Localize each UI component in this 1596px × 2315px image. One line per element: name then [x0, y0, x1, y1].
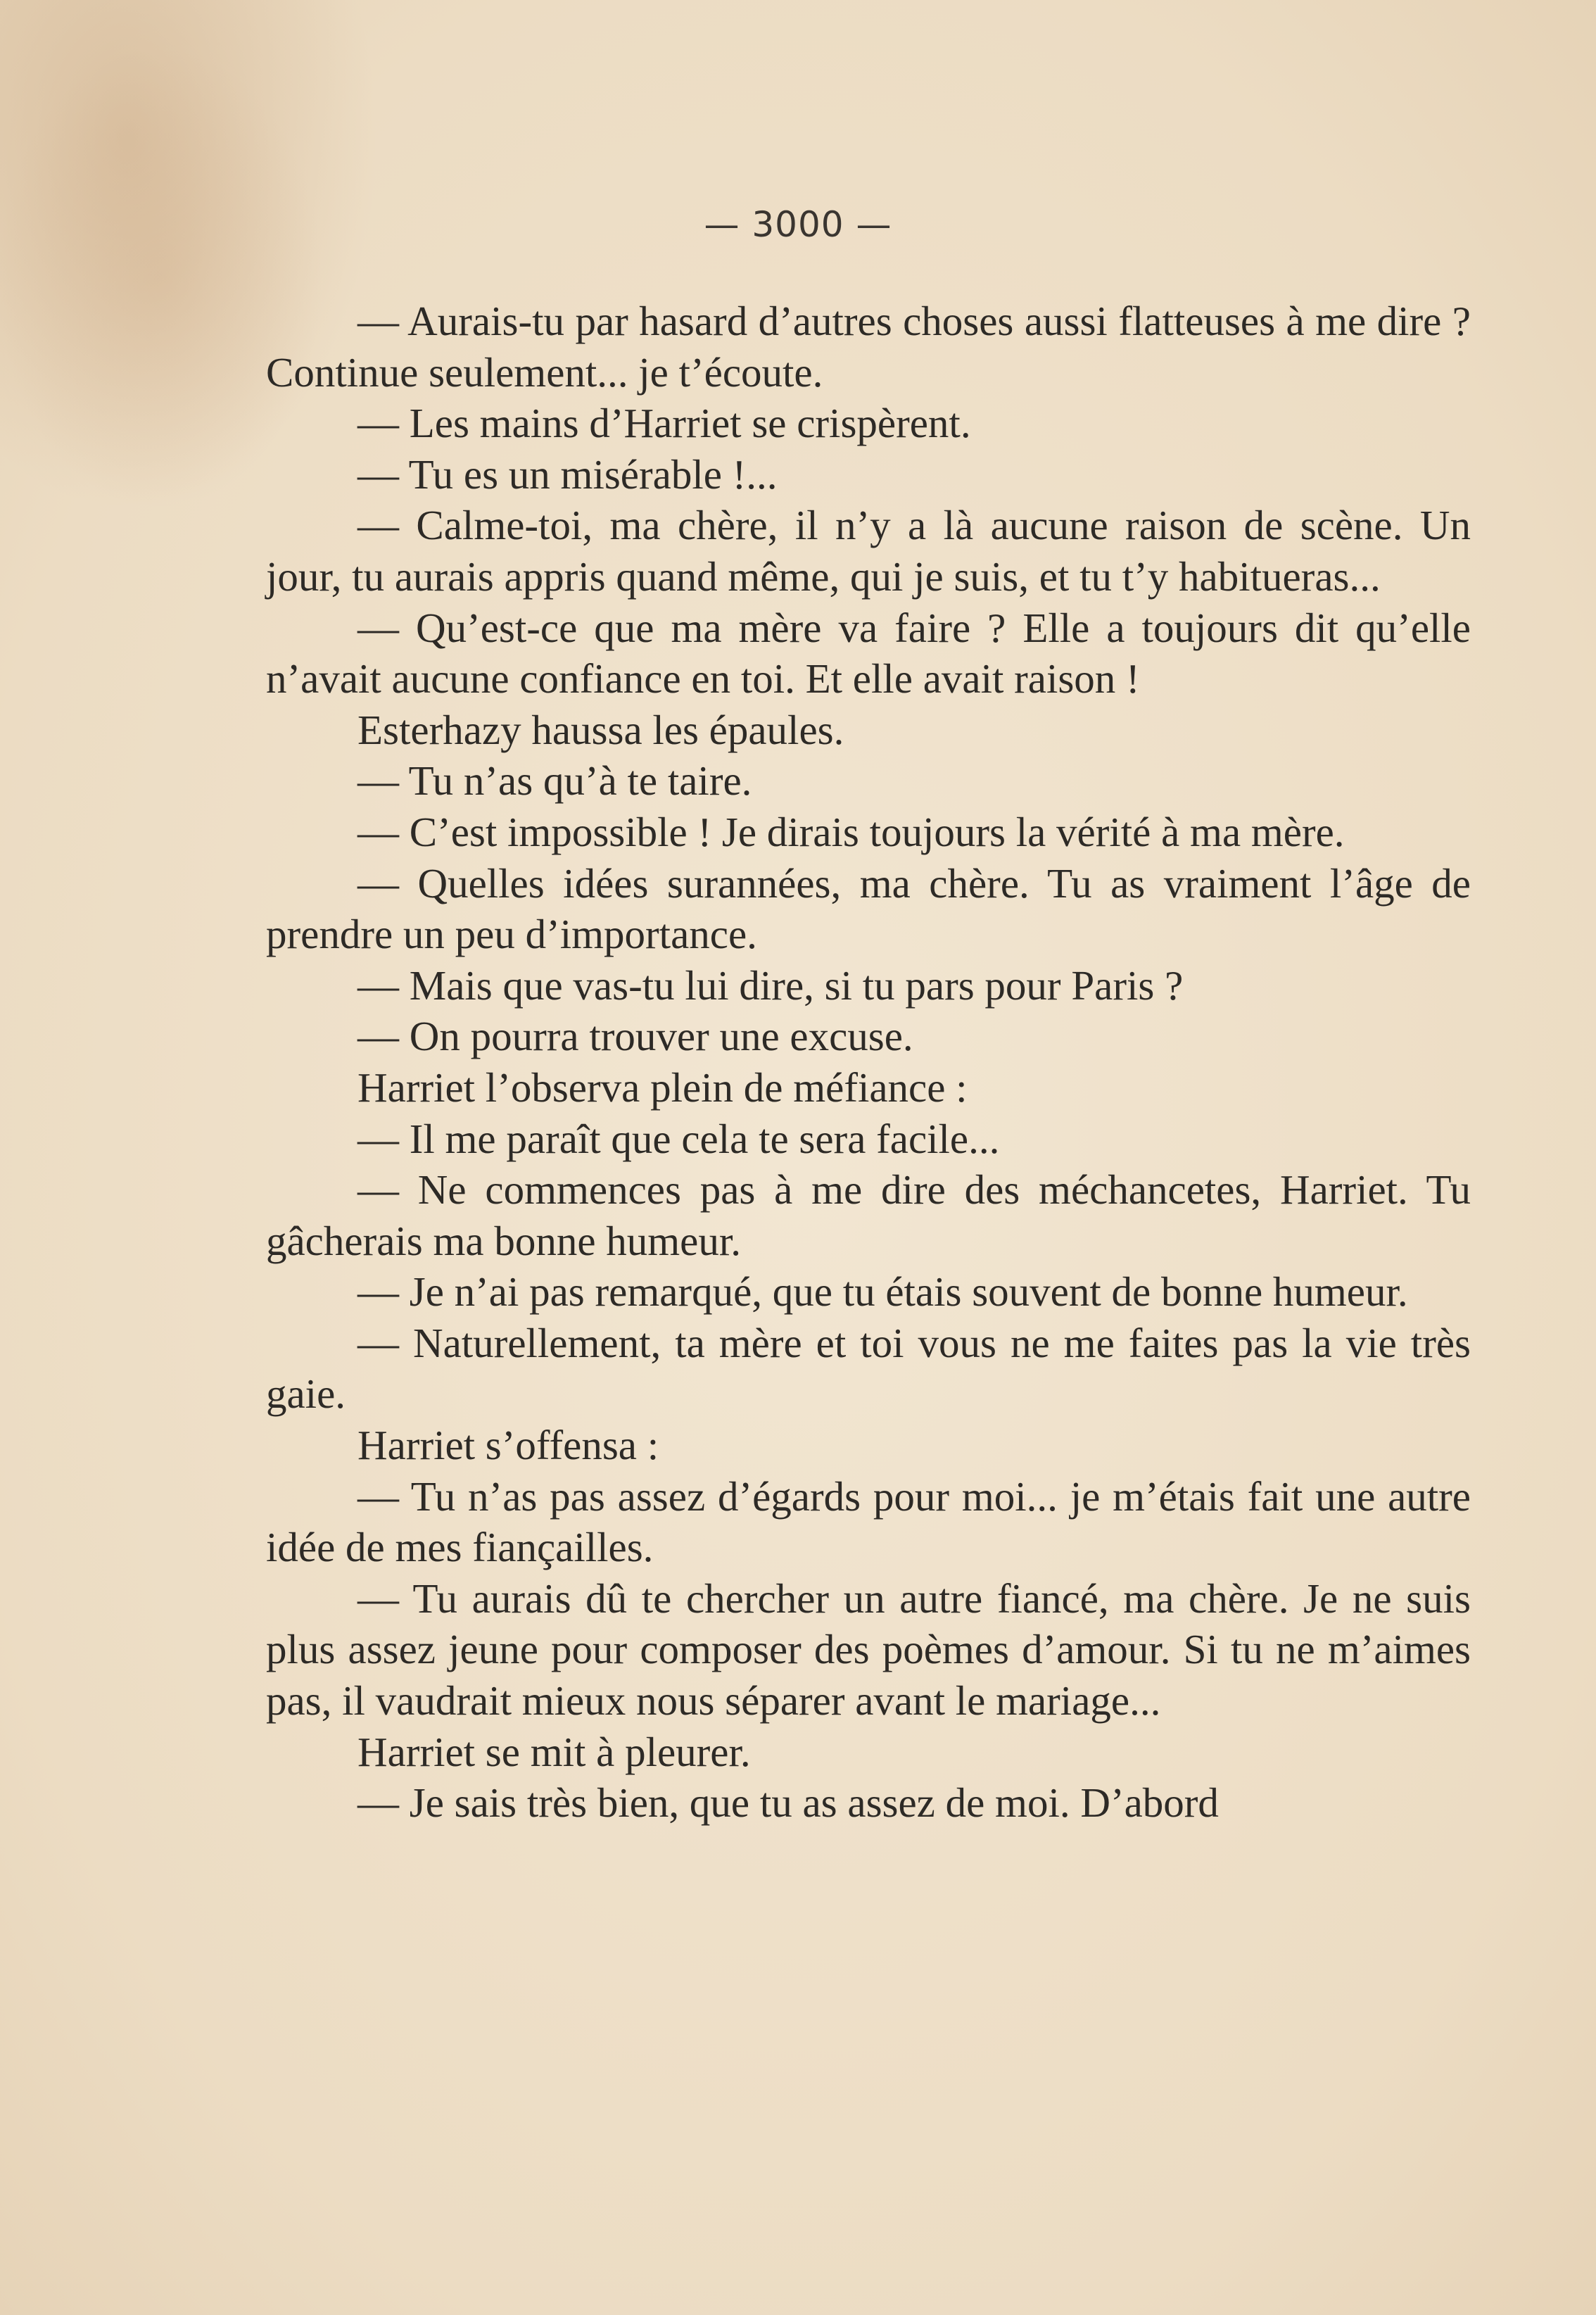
paragraph: Harriet s’offensa :: [357, 1422, 659, 1469]
paragraph: — Naturellement, ta mère et toi vous ne me faites pas la vie très gaie.: [266, 1319, 1471, 1418]
paragraph: — Aurais-tu par hasard d’autres choses aussi flatteuses à me dire ? Continue seulement... je t’écoute.: [266, 298, 1471, 396]
paragraph: — Les mains d’Harriet se crispèrent.: [357, 400, 971, 447]
paragraph: — Tu aurais dû te chercher un autre fiancé, ma chère. Je ne suis plus assez jeune pour composer des poèmes d’amour. Si tu ne m’aimes pas, il vaudrait mieux nous séparer avant le mariage...: [266, 1575, 1471, 1724]
body-text: [266, 296, 1471, 1829]
paragraph: — Tu es un misérable !...: [357, 450, 778, 498]
paragraph: — Ne commences pas à me dire des méchancetes, Harriet. Tu gâcherais ma bonne humeur.: [266, 1166, 1471, 1264]
page-number: — 3000 —: [704, 204, 892, 245]
paragraph: — On pourra trouver une excuse.: [357, 1013, 913, 1060]
paragraph: — Quelles idées surannées, ma chère. Tu as vraiment l’âge de prendre un peu d’importance.: [266, 859, 1471, 958]
paragraph: Harriet l’observa plein de méfiance :: [357, 1064, 968, 1111]
paragraph: Esterhazy haussa les épaules.: [357, 706, 844, 753]
paragraph: — Mais que vas-tu lui dire, si tu pars pour Paris ?: [357, 961, 1184, 1009]
paragraph: — Je n’ai pas remarqué, que tu étais souvent de bonne humeur.: [357, 1268, 1408, 1316]
paragraph: — Calme-toi, ma chère, il n’y a là aucune raison de scène. Un jour, tu aurais appris quand même, qui je suis, et tu t’y habitueras...: [266, 502, 1471, 600]
paragraph: — Je sais très bien, que tu as assez de moi. D’abord: [357, 1779, 1219, 1827]
paragraph: — C’est impossible ! Je dirais toujours la vérité à ma mère.: [357, 808, 1345, 855]
paragraph: — Tu n’as qu’à te taire.: [357, 757, 752, 805]
paragraph: — Tu n’as pas assez d’égards pour moi... je m’étais fait une autre idée de mes fiançailles.: [266, 1472, 1471, 1571]
paragraph: — Il me paraît que cela te sera facile...: [357, 1115, 1000, 1162]
paragraph: — Qu’est-ce que ma mère va faire ? Elle a toujours dit qu’elle n’avait aucune confiance en toi. Et elle avait raison !: [266, 604, 1471, 702]
paragraph: Harriet se mit à pleurer.: [357, 1728, 751, 1775]
